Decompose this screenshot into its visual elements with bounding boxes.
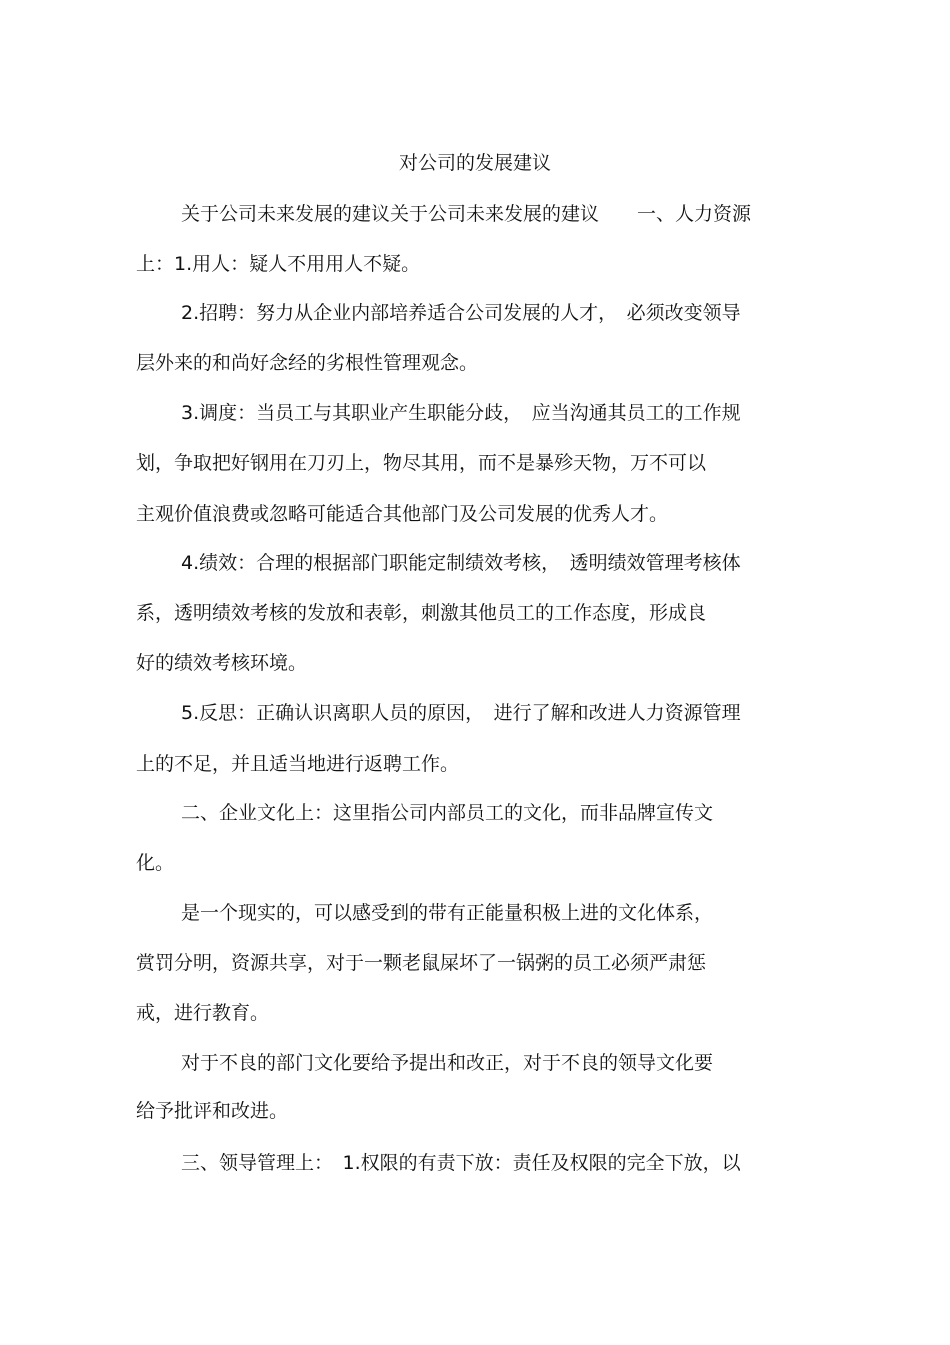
text-line-19: 给予批评和改进。 (136, 1100, 289, 1122)
text-line-6: 划，争取把好钢用在刀刃上，物尽其用，而不是暴殄天物，万不可以 (136, 452, 707, 474)
text-line-15: 是一个现实的，可以感受到的带有正能量积极上进的文化体系， (181, 902, 714, 924)
text-line-14: 化。 (136, 852, 175, 874)
text-line-5: 3.调度：当员工与其职业产生职能分歧， 应当沟通其员工的工作规 (181, 402, 741, 424)
text-line-4: 层外来的和尚好念经的劣根性管理观念。 (136, 352, 479, 374)
document-title: 对公司的发展建议 (398, 152, 551, 174)
text-line-13: 二、企业文化上：这里指公司内部员工的文化，而非品牌宣传文 (181, 802, 714, 824)
text-line-1: 关于公司未来发展的建议关于公司未来发展的建议 一、人力资源 (181, 203, 752, 225)
text-line-12: 上的不足，并且适当地进行返聘工作。 (136, 753, 460, 775)
text-line-9: 系，透明绩效考核的发放和表彰，刺激其他员工的工作态度，形成良 (136, 602, 707, 624)
text-line-2: 上：1.用人：疑人不用用人不疑。 (136, 253, 421, 275)
text-line-18: 对于不良的部门文化要给予提出和改正，对于不良的领导文化要 (181, 1052, 714, 1074)
text-line-3: 2.招聘：努力从企业内部培养适合公司发展的人才， 必须改变领导 (181, 302, 741, 324)
text-line-7: 主观价值浪费或忽略可能适合其他部门及公司发展的优秀人才。 (136, 503, 669, 525)
text-line-17: 戒，进行教育。 (136, 1002, 270, 1024)
text-line-10: 好的绩效考核环境。 (136, 652, 308, 674)
text-line-16: 赏罚分明，资源共享，对于一颗老鼠屎坏了一锅粥的员工必须严肃惩 (136, 952, 707, 974)
text-line-11: 5.反思：正确认识离职人员的原因， 进行了解和改进人力资源管理 (181, 702, 741, 724)
text-line-8: 4.绩效：合理的根据部门职能定制绩效考核， 透明绩效管理考核体 (181, 552, 741, 574)
text-line-20: 三、领导管理上： 1.权限的有责下放：责任及权限的完全下放，以 (181, 1152, 741, 1174)
